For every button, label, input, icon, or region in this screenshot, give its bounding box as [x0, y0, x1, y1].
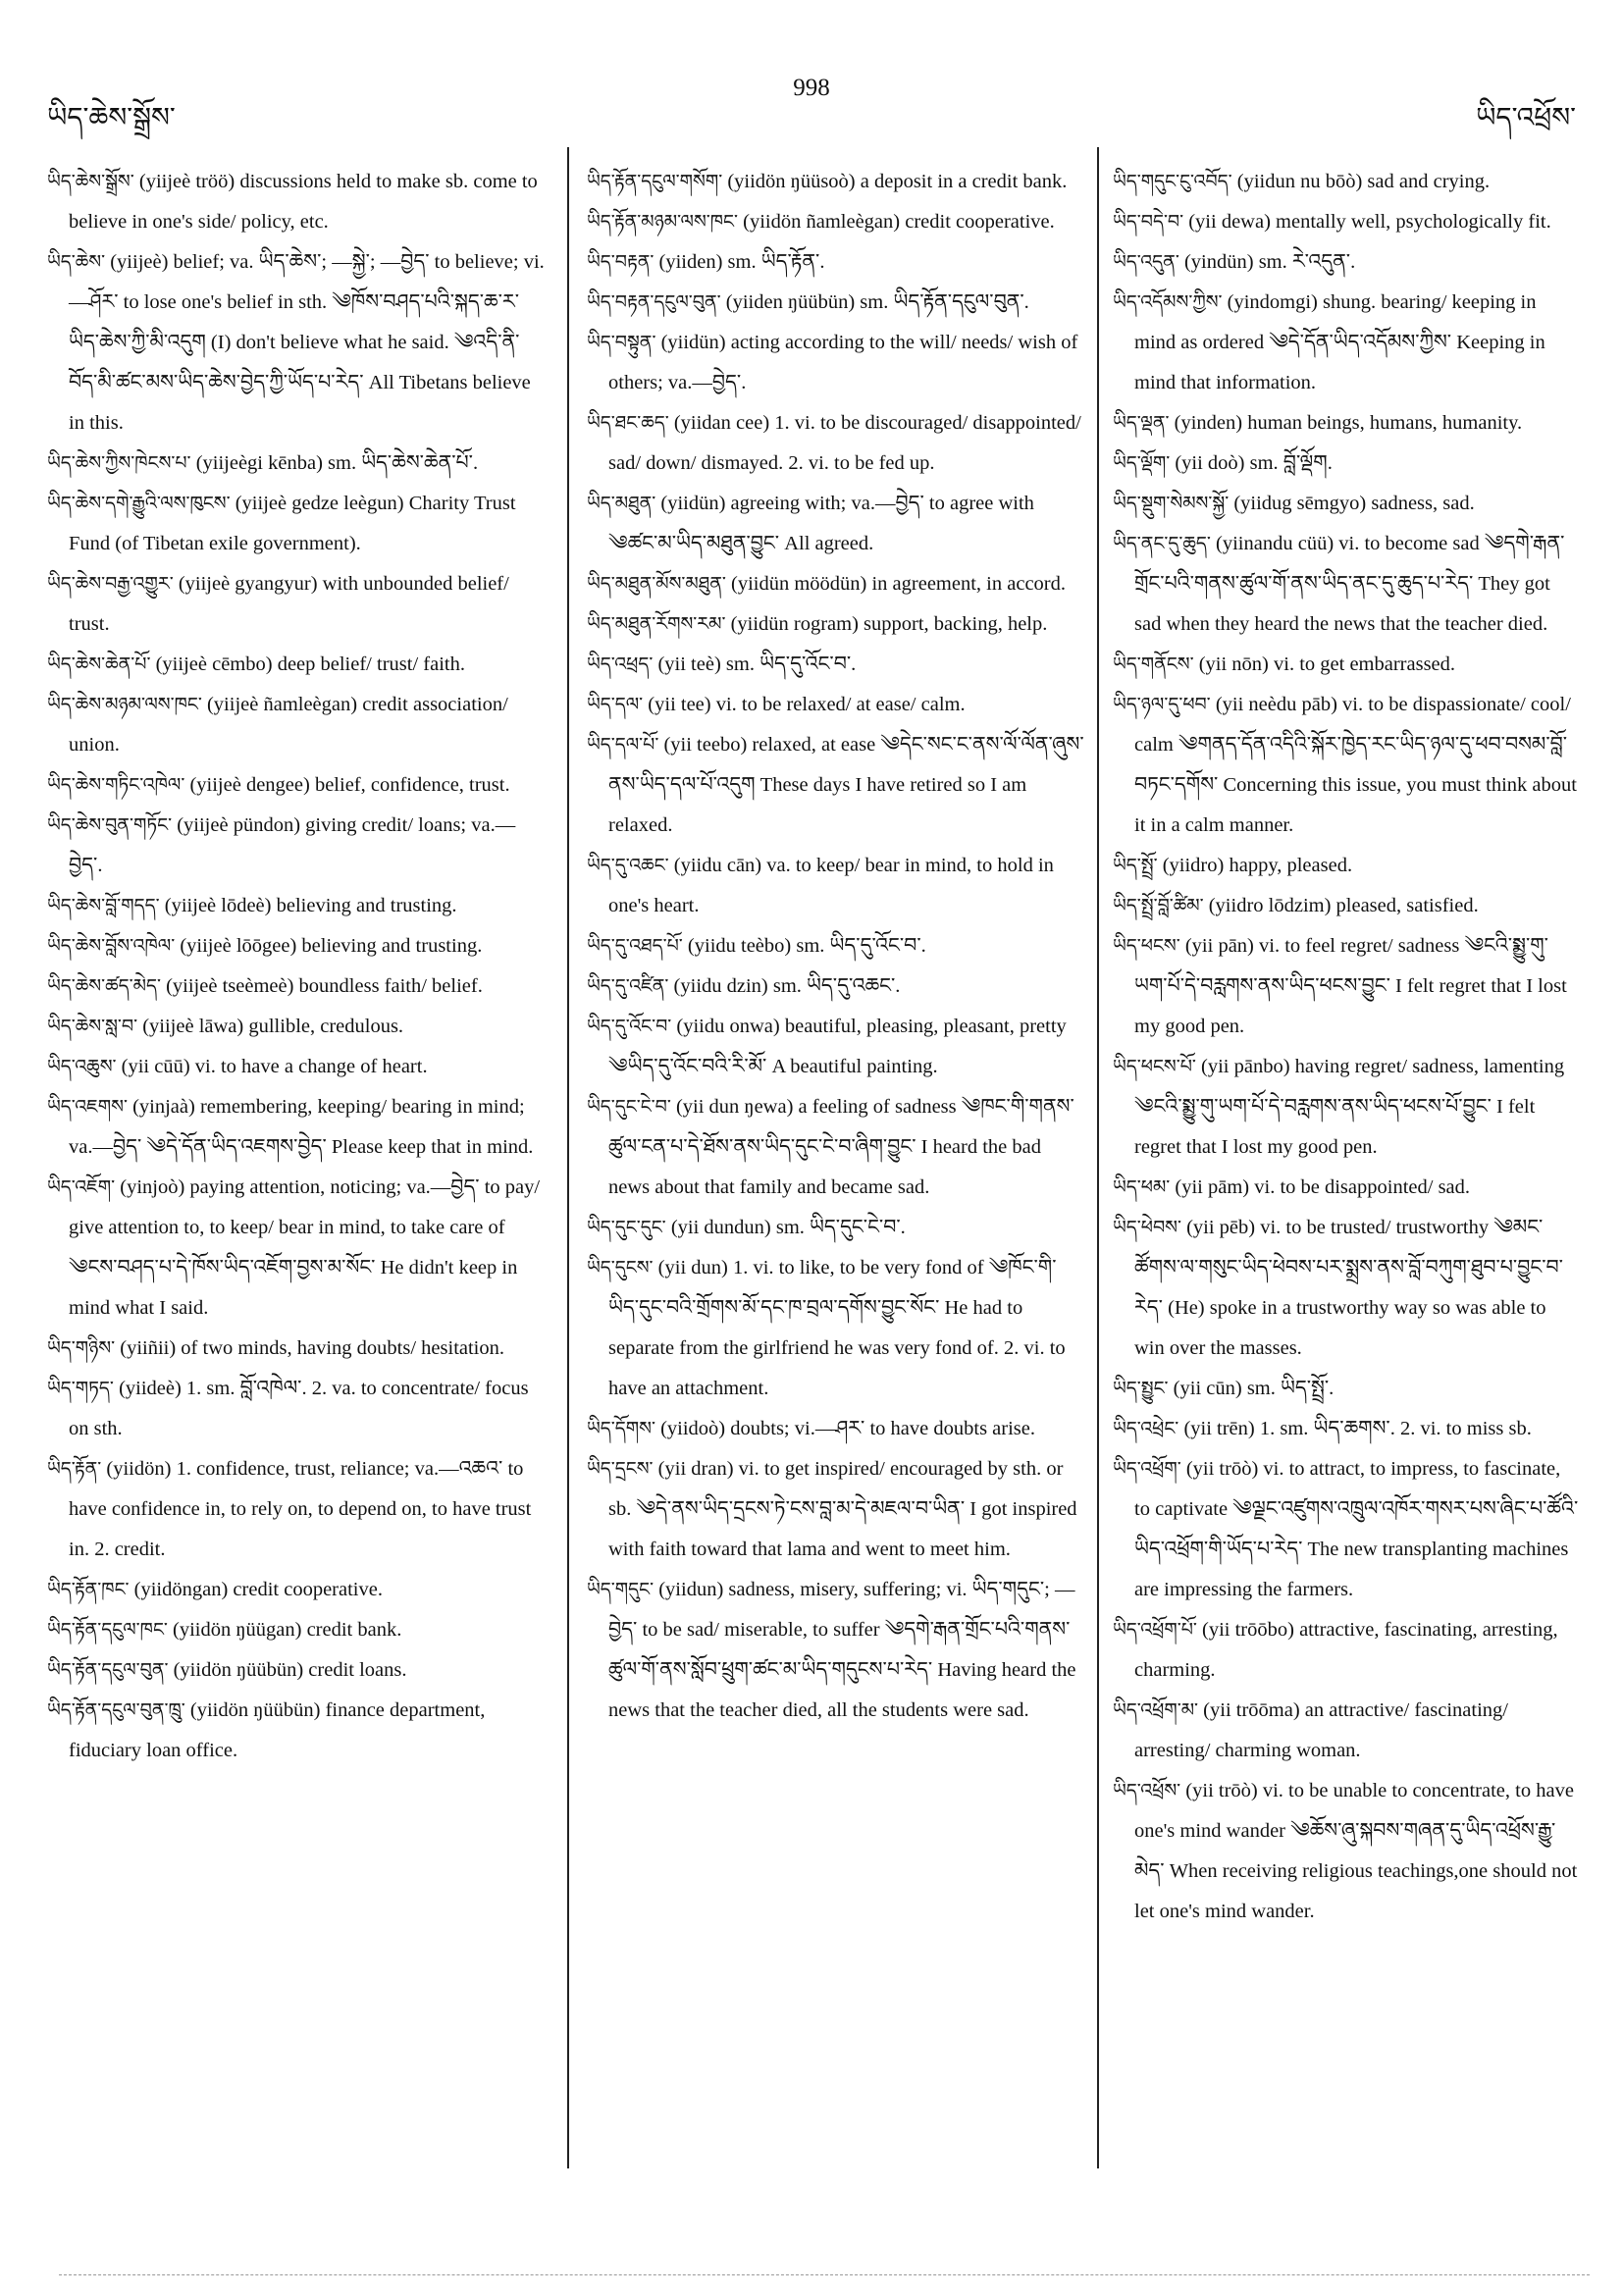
dictionary-entry — [47, 162, 548, 242]
dictionary-entry — [1113, 926, 1580, 1047]
dictionary-entry — [1113, 645, 1580, 685]
entry-headword: ཡིད་ཆེས་མཉམ་ལས་ཁང་ — [47, 694, 202, 715]
dictionary-entry — [1113, 1610, 1580, 1691]
column-divider — [567, 147, 569, 2168]
entry-definition: (yiidün rogram) support, backing, help. — [730, 613, 1048, 635]
entry-definition: (yiidu cān) va. to keep/ bear in mind, to hold in one's heart. — [608, 855, 1054, 916]
entry-definition: (yii pām) vi. to be disappointed/ sad. — [1175, 1176, 1471, 1198]
entry-headword: ཡིད་རྟོན་དངུལ་ཁང་ — [47, 1619, 168, 1641]
entry-headword: ཡིད་གཏད་ — [47, 1378, 114, 1399]
dictionary-entry — [47, 1047, 548, 1087]
entry-headword: ཡིད་ཆེས་བློས་འཁེལ་ — [47, 935, 176, 957]
entry-headword: ཡིད་འདུན་ — [1113, 251, 1179, 273]
entry-definition: (yii trōò) vi. to be unable to concentrate, to have one's mind wander ༄ཆོས་ཞུ་སྐབས་གཞན་དུ་ཡིད་འཕྲོས་རྒྱུ་མེད་ When receiving religious teachings,one should not let one's mind wander. — [1134, 1780, 1578, 1922]
entry-definition: (yiidun nu bōò) sad and crying. — [1236, 171, 1491, 192]
dictionary-entry — [587, 685, 1085, 725]
dictionary-entry — [1113, 1208, 1580, 1369]
entry-headword: ཡིད་སྤྱུང་ — [1113, 1378, 1169, 1399]
dictionary-entry — [1113, 1771, 1580, 1932]
entry-headword: ཡིད་ཆེས་སྒྲོས་ — [47, 171, 134, 192]
dictionary-entry — [587, 1449, 1085, 1570]
entry-definition: (yiideè) 1. sm. བློ་འཁེལ་. 2. va. to concentrate/ focus on sth. — [69, 1378, 529, 1439]
entry-definition: (yii neèdu pāb) vi. to be dispassionate/ cool/ calm ༄གནད་དོན་འདིའི་སྐོར་ཁྱེད་རང་ཡིད་ཉལ་དུ་ཕབ་བསམ་བློ་བཏང་དགོས་ Concerning this issue, you must think about it in a calm manner. — [1134, 694, 1577, 836]
dictionary-entry — [587, 1208, 1085, 1248]
entry-definition: (yiijeè lāwa) gullible, credulous. — [142, 1016, 404, 1037]
dictionary-entry — [587, 242, 1085, 283]
dictionary-entry — [47, 685, 548, 765]
entry-definition: (yiijeè lōdeè) believing and trusting. — [164, 895, 457, 916]
dictionary-entry — [587, 645, 1085, 685]
entry-definition: (yiijeè tseèmeè) boundless faith/ belief. — [166, 975, 483, 997]
entry-headword: ཡིད་བདེ་བ་ — [1113, 211, 1184, 233]
dictionary-entry — [47, 1168, 548, 1329]
entry-headword: ཡིད་ཆེས་ཆེན་པོ་ — [47, 653, 151, 675]
dictionary-entry — [47, 1570, 548, 1610]
right-guide-word: ཡིད་འཕྲོས་ — [1476, 101, 1576, 133]
entry-definition: (yiidro lōdzim) pleased, satisfied. — [1208, 895, 1479, 916]
entry-definition: (yinjoò) paying attention, noticing; va.—བྱེད་ to pay/ give attention to, to keep/ bear in mind, to take care of ༄ངས་བཤད་པ་དེ་ཁོས་ཡིད་འཇོག་བྱས་མ་སོང་ He didn't keep in mind what I said. — [69, 1176, 541, 1319]
dictionary-entry — [587, 725, 1085, 846]
dictionary-entry — [47, 444, 548, 484]
dictionary-entry — [587, 604, 1085, 645]
entry-definition: (yii teebo) relaxed, at ease ༄དེང་སང་ང་ནས་ལོ་ལོན་ཞུས་ནས་ཡིད་དལ་པོ་འདུག These days I have retired so I am relaxed. — [608, 734, 1084, 836]
entry-definition: (yiidan cee) 1. vi. to be discouraged/ disappointed/ sad/ down/ dismayed. 2. vi. to be fed up. — [608, 412, 1081, 474]
entry-headword: ཡིད་ཆེས་གཏིང་འཁེལ་ — [47, 774, 185, 796]
entry-headword: ཡིད་རྟོན་དངུལ་བུན་ཁྲུ་ — [47, 1699, 185, 1721]
dictionary-entry — [587, 323, 1085, 403]
entry-definition: (yii dun ŋewa) a feeling of sadness ༄ཁང་གི་གནས་ཚུལ་ངན་པ་དེ་ཐོས་ནས་ཡིད་དུང་ངེ་བ་ཞིག་བྱུང་ I heard the bad news about that family and became sad. — [608, 1096, 1074, 1198]
dictionary-entry — [47, 1610, 548, 1650]
entry-headword: ཡིད་མཐུན་ — [587, 493, 656, 514]
page-number: 998 — [793, 75, 830, 101]
entry-definition: (yii dun) 1. vi. to like, to be very fond of ༄ཁོང་གི་ཡིད་དུང་བའི་གྲོགས་མོ་དང་ཁ་བྲལ་དགོས་བྱུང་སོང་ He had to separate from the girlfriend he was very fond of. 2. vi. to have an attachment. — [608, 1257, 1066, 1399]
entry-headword: ཡིད་དུ་འཐད་པོ་ — [587, 935, 683, 957]
entry-headword: ཡིད་ལྡན་ — [1113, 412, 1170, 434]
dictionary-entry — [47, 886, 548, 926]
entry-headword: ཡིད་དུང་དུང་ — [587, 1217, 666, 1238]
entry-headword: ཡིད་སྤྲོ་བློ་ཚིམ་ — [1113, 895, 1204, 916]
entry-definition: (yii cūū) vi. to have a change of heart. — [121, 1056, 428, 1077]
dictionary-entry — [1113, 283, 1580, 403]
entry-definition: (yiiden ŋüübün) sm. ཡིད་རྟོན་དངུལ་བུན་. — [725, 291, 1029, 313]
entry-headword: ཡིད་བརྟན་དངུལ་བུན་ — [587, 291, 721, 313]
entry-headword: ཡིད་དུངས་ — [587, 1257, 654, 1278]
dictionary-entry — [47, 645, 548, 685]
dictionary-entry — [1113, 886, 1580, 926]
entry-headword: ཡིད་དུ་འཛིན་ — [587, 975, 669, 997]
entry-definition: (yii dundun) sm. ཡིད་དུང་ངེ་བ་. — [670, 1217, 906, 1238]
entry-definition: (yiidön ŋüüsoò) a deposit in a credit bank. — [727, 171, 1068, 192]
entry-headword: ཡིད་ཆེས་སླ་བ་ — [47, 1016, 138, 1037]
entry-headword: ཡིད་བརྟན་ — [587, 251, 654, 273]
entry-headword: ཡིད་ཆེས་བུན་གཏོང་ — [47, 814, 173, 836]
entry-definition: (yiijeè gyangyur) with unbounded belief/ trust. — [69, 573, 509, 635]
dictionary-entry — [1113, 242, 1580, 283]
dictionary-entry — [47, 1087, 548, 1168]
entry-headword: ཡིད་ཐང་ཆད་ — [587, 412, 669, 434]
dictionary-entry — [1113, 162, 1580, 202]
entry-headword: ཡིད་དུ་འོང་བ་ — [587, 1016, 672, 1037]
entry-definition: (yiijeè lōōgee) believing and trusting. — [180, 935, 483, 957]
entry-headword: ཡིད་ཕམ་ — [1113, 1176, 1171, 1198]
entry-definition: (yii cūn) sm. ཡིད་སྤྲོ་. — [1173, 1378, 1335, 1399]
dictionary-entry — [47, 242, 548, 444]
dictionary-entry — [1113, 1369, 1580, 1409]
entry-definition: (yiidug sēmgyo) sadness, sad. — [1233, 493, 1475, 514]
entry-headword: ཡིད་འཕྲོས་ — [1113, 1780, 1181, 1801]
entry-headword: ཡིད་གདུང་ — [587, 1579, 654, 1600]
dictionary-entry — [1113, 403, 1580, 444]
entry-headword: ཡིད་གདུང་ངུ་འབོད་ — [1113, 171, 1232, 192]
dictionary-entry — [47, 1369, 548, 1449]
dictionary-entry — [587, 484, 1085, 564]
entry-headword: ཡིད་སྡུག་སེམས་སྐྱོ་ — [1113, 493, 1230, 514]
entry-headword: ཡིད་མཐུན་རོགས་རམ་ — [587, 613, 726, 635]
entry-definition: (yiiden) sm. ཡིད་རྟོན་. — [658, 251, 825, 273]
entry-headword: ཡིད་ཕངས་ — [1113, 935, 1180, 957]
entry-headword: ཡིད་ཉལ་དུ་ཕབ་ — [1113, 694, 1211, 715]
entry-headword: ཡིད་ཆེས་དགེ་རྒྱུའི་ལས་ཁུངས་ — [47, 493, 231, 514]
dictionary-entry — [587, 1007, 1085, 1087]
dictionary-entry — [587, 564, 1085, 604]
entry-definition: (yiidün möödün) in agreement, in accord. — [731, 573, 1066, 595]
dictionary-entry — [1113, 1047, 1580, 1168]
entry-definition: (yindomgi) shung. bearing/ keeping in mind as ordered ༄དེ་དོན་ཡིད་འདོམས་ཀྱིས་ Keeping in mind that information. — [1134, 291, 1545, 393]
dictionary-entry — [1113, 846, 1580, 886]
entry-headword: ཡིད་དལ་ — [587, 694, 644, 715]
entry-definition: (yiidu dzin) sm. ཡིད་དུ་འཆང་. — [673, 975, 901, 997]
dictionary-entry — [1113, 1409, 1580, 1449]
entry-headword: ཡིད་འཕྲོག་པོ་ — [1113, 1619, 1197, 1641]
dictionary-entry — [587, 846, 1085, 926]
entry-definition: (yii pānbo) having regret/ sadness, lamenting ༄ངའི་སྨྱུ་གུ་ཡག་པོ་དེ་བརླགས་ནས་ཡིད་ཕངས་པོ་བྱུང་ I felt regret that I lost my good pen. — [1134, 1056, 1565, 1158]
entry-headword: ཡིད་ཕངས་པོ་ — [1113, 1056, 1196, 1077]
dictionary-entry — [47, 1329, 548, 1369]
entry-definition: (yii trōò) vi. to attract, to impress, to fascinate, to captivate ༄ལྗང་འཛུགས་འཁྲུལ་འཁོར་གསར་པས་ཞིང་པ་ཚོའི་ཡིད་འཕྲོག་གི་ཡོད་པ་རེད་ The new transplanting machines are impressing the farmers. — [1134, 1458, 1579, 1600]
entry-headword: ཡིད་རྟོན་ཁང་ — [47, 1579, 130, 1600]
dictionary-entry — [1113, 202, 1580, 242]
dictionary-entry — [47, 1650, 548, 1691]
column-3 — [1113, 162, 1580, 2173]
entry-definition: (yii nōn) vi. to get embarrassed. — [1198, 653, 1456, 675]
entry-definition: (yiidön ŋüügan) credit bank. — [173, 1619, 402, 1641]
entry-headword: ཡིད་འཆུས་ — [47, 1056, 117, 1077]
dictionary-entry — [1113, 1449, 1580, 1610]
entry-headword: ཡིད་དུ་འཆང་ — [587, 855, 669, 876]
entry-definition: (yii dewa) mentally well, psychologically fit. — [1188, 211, 1551, 233]
entry-definition: (yii trēn) 1. sm. ཡིད་ཆགས་. 2. vi. to miss sb. — [1183, 1418, 1532, 1439]
entry-headword: ཡིད་འཕྲེང་ — [1113, 1418, 1179, 1439]
entry-headword: ཡིད་སྤྲོ་ — [1113, 855, 1158, 876]
dictionary-entry — [587, 283, 1085, 323]
entry-definition: (yinden) human beings, humans, humanity. — [1174, 412, 1523, 434]
dictionary-entry — [47, 484, 548, 564]
dictionary-entry — [1113, 1168, 1580, 1208]
entry-headword: ཡིད་དོགས་ — [587, 1418, 655, 1439]
entry-headword: ཡིད་ཕེབས་ — [1113, 1217, 1181, 1238]
entry-definition: (yii teè) sm. ཡིད་དུ་འོང་བ་. — [657, 653, 857, 675]
entry-definition: (yiidön) 1. confidence, trust, reliance; va.—འཆའ་ to have confidence in, to rely on, to depend on, to have trust in. 2. credit. — [69, 1458, 532, 1560]
dictionary-entry — [47, 966, 548, 1007]
dictionary-entry — [587, 1087, 1085, 1208]
entry-headword: ཡིད་ཆེས་ཀྱིས་ཁེངས་པ་ — [47, 452, 191, 474]
entry-headword: ཡིད་དྲངས་ — [587, 1458, 654, 1480]
entry-headword: ཡིད་རྟོན་ — [47, 1458, 102, 1480]
dictionary-entry — [1113, 444, 1580, 484]
dictionary-entry — [47, 765, 548, 806]
dictionary-entry — [47, 1449, 548, 1570]
entry-headword: ཡིད་ནང་དུ་ཆུད་ — [1113, 533, 1211, 554]
entry-definition: (yiidün) agreeing with; va.—བྱེད་ to agree with ༄ཚང་མ་ཡིད་མཐུན་བྱུང་ All agreed. — [608, 493, 1034, 554]
entry-headword: ཡིད་ལྡོག་ — [1113, 452, 1171, 474]
dictionary-entry — [587, 1409, 1085, 1449]
entry-definition: (yii dran) vi. to get inspired/ encouraged by sth. or sb. ༄དེ་ནས་ཡིད་དྲངས་ཏེ་ངས་བླ་མ་དེ་མཇལ་བ་ཡིན་ I got inspired with faith toward that lama and went to meet him. — [608, 1458, 1077, 1560]
entry-definition: (yiijeè gedze leègun) Charity Trust Fund (of Tibetan exile government). — [69, 493, 516, 554]
page-header — [0, 69, 1623, 133]
entry-definition: (yiidön ñamleègan) credit cooperative. — [743, 211, 1055, 233]
entry-definition: (yiijeè cēmbo) deep belief/ trust/ faith. — [155, 653, 465, 675]
entry-definition: (yii trōōma) an attractive/ fascinating/ arresting/ charming woman. — [1134, 1699, 1508, 1761]
column-divider — [1097, 147, 1099, 2168]
entry-definition: (yiiñii) of two minds, having doubts/ hesitation. — [120, 1337, 505, 1359]
entry-definition: (yiijeè ñamleègan) credit association/ union. — [69, 694, 508, 756]
dictionary-entry — [47, 806, 548, 886]
entry-headword: ཡིད་དལ་པོ་ — [587, 734, 659, 756]
entry-headword: ཡིད་རྟོན་མཉམ་ལས་ཁང་ — [587, 211, 739, 233]
entry-definition: (yiinandu cüü) vi. to become sad ༄དགེ་རྒན་གྲོང་པའི་གནས་ཚུལ་གོ་ནས་ཡིད་ནང་དུ་ཆུད་པ་རེད་ They got sad when they heard the news that the teacher died. — [1134, 533, 1565, 635]
column-2 — [587, 162, 1085, 2173]
dictionary-entry — [587, 926, 1085, 966]
dictionary-entry — [47, 1691, 548, 1771]
entry-headword: ཡིད་འཕྲོག་ — [1113, 1458, 1181, 1480]
entry-headword: ཡིད་འཕྲད་ — [587, 653, 654, 675]
entry-headword: ཡིད་རྟོན་དངུལ་གསོག་ — [587, 171, 723, 192]
dictionary-entry — [587, 1248, 1085, 1409]
entry-headword: ཡིད་མཐུན་མོས་མཐུན་ — [587, 573, 726, 595]
entry-headword: ཡིད་ཆེས་བློ་གདད་ — [47, 895, 160, 916]
entry-headword: ཡིད་འཇོག་ — [47, 1176, 116, 1198]
entry-definition: (yiijeè pündon) giving credit/ loans; va.—བྱེད་. — [69, 814, 516, 876]
entry-headword: ཡིད་གཉིས་ — [47, 1337, 116, 1359]
dictionary-entry — [587, 403, 1085, 484]
dictionary-entry — [587, 966, 1085, 1007]
dictionary-entry — [47, 564, 548, 645]
entry-headword: ཡིད་དུང་ངེ་བ་ — [587, 1096, 671, 1118]
dictionary-entry — [587, 162, 1085, 202]
entry-definition: (yiidoò) doubts; vi.—ཤར་ to have doubts arise. — [660, 1418, 1035, 1439]
entry-definition: (yii pān) vi. to feel regret/ sadness ༄ངའི་སྨྱུ་གུ་ཡག་པོ་དེ་བརླགས་ནས་ཡིད་ཕངས་བྱུང་ I felt regret that I lost my good pen. — [1134, 935, 1567, 1037]
dictionary-entry — [1113, 685, 1580, 846]
entry-definition: (yii tee) vi. to be relaxed/ at ease/ calm. — [648, 694, 966, 715]
entry-definition: (yiidöngan) credit cooperative. — [133, 1579, 383, 1600]
dictionary-entry — [47, 926, 548, 966]
left-guide-word: ཡིད་ཆེས་སྒྲོས་ — [47, 101, 176, 133]
entry-headword: ཡིད་ཆེས་ — [47, 251, 106, 273]
entry-headword: ཡིད་བསྟུན་ — [587, 332, 656, 353]
entry-definition: (yiidu onwa) beautiful, pleasing, pleasant, pretty ༄ཡིད་དུ་འོང་བའི་རི་མོ་ A beautiful painting. — [608, 1016, 1067, 1077]
entry-definition: (yindün) sm. རེ་འདུན་. — [1183, 251, 1356, 273]
entry-definition: (yiidön ŋüübün) finance department, fiduciary loan office. — [69, 1699, 486, 1761]
entry-definition: (yiidön ŋüübün) credit loans. — [173, 1659, 407, 1681]
entry-headword: ཡིད་རྟོན་དངུལ་བུན་ — [47, 1659, 169, 1681]
dictionary-entry — [47, 1007, 548, 1047]
entry-definition: (yiidun) sadness, misery, suffering; vi. ཡིད་གདུང་; —བྱེད་ to be sad/ miserable, to suffer ༄དགེ་རྒན་གྲོང་པའི་གནས་ཚུལ་གོ་ནས་སློབ་ཕྲུག་ཚང་མ་ཡིད་གདུངས་པ་རེད་ Having heard the news that the teacher died, all the students were sad. — [608, 1579, 1076, 1721]
entry-headword: ཡིད་ཆེས་ཚད་མེད་ — [47, 975, 161, 997]
entry-definition: (yiidu teèbo) sm. ཡིད་དུ་འོང་བ་. — [687, 935, 926, 957]
entry-definition: (yii trōōbo) attractive, fascinating, arresting, charming. — [1134, 1619, 1558, 1681]
entry-headword: ཡིད་ཆེས་བརྒྱ་འགྱུར་ — [47, 573, 174, 595]
entry-definition: (yiijeègi kēnba) sm. ཡིད་ཆེས་ཆེན་པོ་. — [195, 452, 479, 474]
entry-definition: (yiijeè tröö) discussions held to make sb. come to believe in one's side/ policy, etc. — [69, 171, 538, 233]
entry-definition: (yiidün) acting according to the will/ needs/ wish of others; va.—བྱེད་. — [608, 332, 1078, 393]
entry-headword: ཡིད་འཇགས་ — [47, 1096, 128, 1118]
entry-headword: ཡིད་འཕྲོག་མ་ — [1113, 1699, 1199, 1721]
entry-definition: (yii doò) sm. བློ་ལྡོག. — [1175, 452, 1333, 474]
dictionary-entry — [587, 202, 1085, 242]
entry-headword: ཡིད་འདོམས་ཀྱིས་ — [1113, 291, 1223, 313]
entry-definition: (yinjaà) remembering, keeping/ bearing in mind; va.—བྱེད་ ༄དེ་དོན་ཡིད་འཇགས་བྱེད་ Please keep that in mind. — [69, 1096, 534, 1158]
dictionary-entry — [1113, 524, 1580, 645]
column-1 — [47, 162, 548, 2173]
dictionary-entry — [1113, 1691, 1580, 1771]
entry-definition: (yiidro) happy, pleased. — [1162, 855, 1353, 876]
footer-rule — [59, 2274, 1590, 2275]
entry-headword: ཡིད་གནོངས་ — [1113, 653, 1194, 675]
entry-definition: (yiijeè) belief; va. ཡིད་ཆེས་; —སྐྱེ་; —བྱེད་ to believe; vi.—ཤོར་ to lose one's belief in sth. ༄ཁོས་བཤད་པའི་སྐད་ཆ་ར་ཡིད་ཆེས་ཀྱི་མི་འདུག (I) don't believe what he said. ༄འདི་ནི་བོད་མི་ཚང་མས་ཡིད་ཆེས་བྱེད་ཀྱི་ཡོད་པ་རེད་ All Tibetans believe in this. — [69, 251, 545, 434]
dictionary-entry — [1113, 484, 1580, 524]
entry-definition: (yiijeè dengee) belief, confidence, trust. — [189, 774, 510, 796]
entry-definition: (yii pēb) vi. to be trusted/ trustworthy ༄མང་ཚོགས་ལ་གསུང་ཡིད་ཕེབས་པར་སྨྲས་ནས་བློ་བཀུག་ཐུབ་པ་བྱུང་བ་རེད་ (He) spoke in a trustworthy way so was able to win over the masses. — [1134, 1217, 1563, 1359]
dictionary-entry — [587, 1570, 1085, 1731]
